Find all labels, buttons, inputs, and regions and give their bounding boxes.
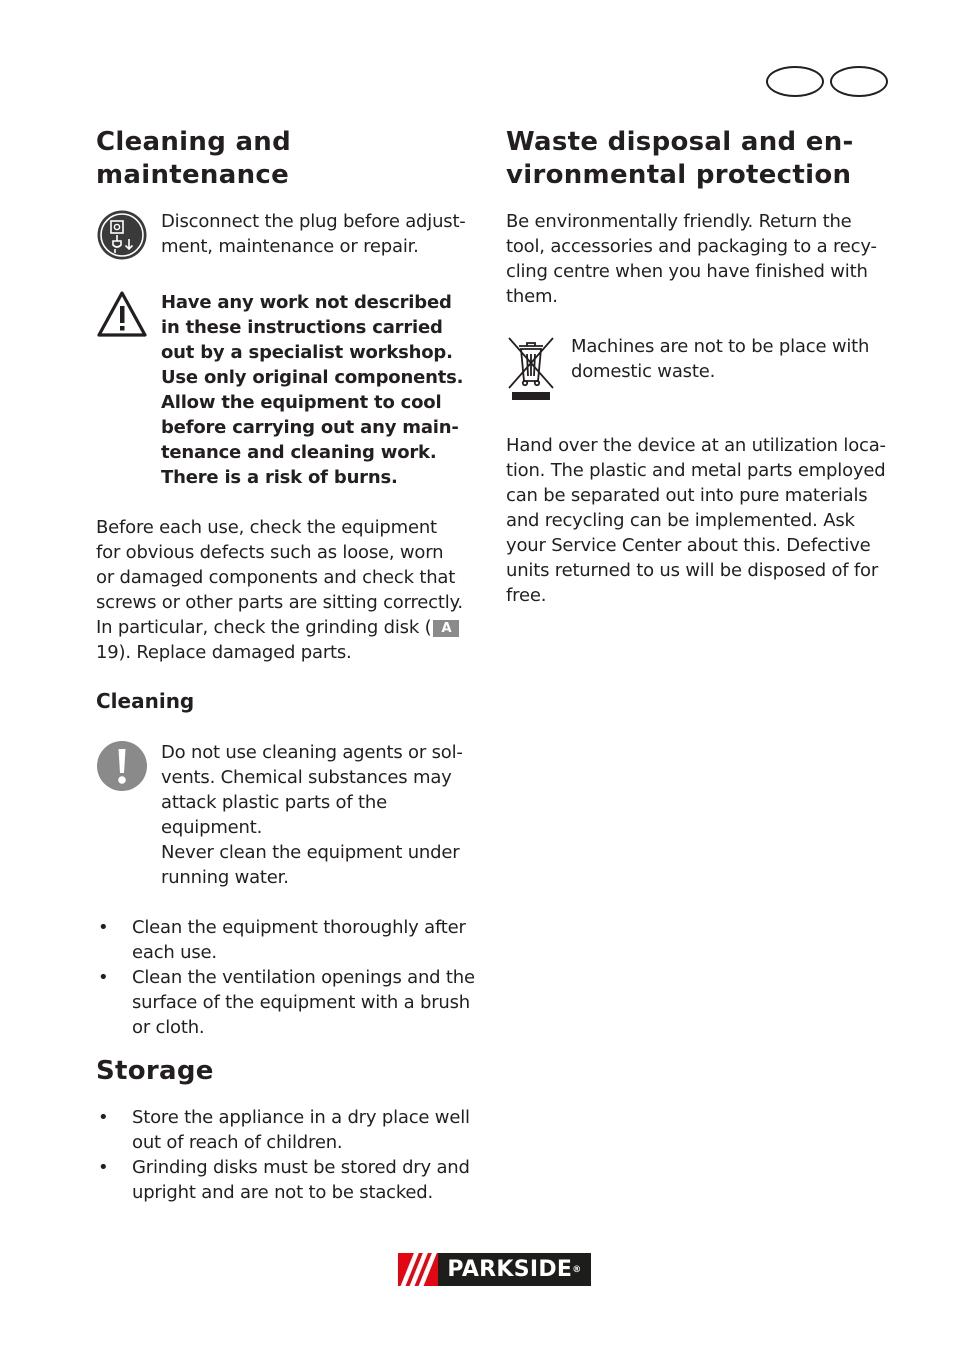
pre-use-check-paragraph: Before each use, check the equipment for obvious defects such as loose, worn or damaged components and check that screws or other parts are sitting correctly. In particular, check the grinding disk ( A 19). Replace damaged parts. [96, 517, 463, 663]
logo-brand-name: PARKSIDE [447, 1257, 573, 1282]
figure-reference-badge: A [433, 620, 459, 637]
handover-paragraph: Hand over the device at an utilization loca- tion. The plastic and metal parts employed can be separated out into pure materials and recycling can be implemented. Ask your Service Center about this. Defective units returned to us will be disposed of for free. [506, 435, 886, 606]
warning-triangle-icon [96, 290, 161, 342]
exclamation-icon [96, 740, 161, 796]
language-badge-left [766, 66, 824, 97]
logo-registered-mark: ® [572, 1264, 582, 1275]
cleaning-maintenance-heading: Cleaning and maintenance [96, 127, 292, 190]
warning-notice: Have any work not described in these instructions carried out by a specialist workshop. Use only original components. Allow the equipment to cool before carrying out any main- tenance and cleaning work. There is a risk of burns. [96, 290, 484, 490]
storage-bullet-list [96, 1105, 484, 1205]
list-item: • Grinding disks must be stored dry and upright and are not to be stacked. [96, 1155, 484, 1205]
caution-notice: Do not use cleaning agents or sol- vents. Chemical substances may attack plastic parts of the equipment. Never clean the equipment under running water. [96, 740, 484, 890]
storage-heading: Storage [96, 1056, 214, 1086]
crossed-bin-icon [506, 334, 571, 408]
environment-intro-paragraph: Be environmentally friendly. Return the tool, accessories and packaging to a recy- cling centre when you have finished with them. [506, 211, 877, 307]
unplug-icon [96, 209, 161, 265]
left-column [96, 126, 484, 1205]
cleaning-heading: Cleaning [96, 689, 195, 713]
parkside-logo [398, 1253, 591, 1286]
right-column [506, 126, 894, 608]
language-badge-right [830, 66, 888, 97]
list-item: • Store the appliance in a dry place well out of reach of children. [96, 1105, 484, 1155]
list-item: • Clean the equipment thoroughly after each use. [96, 915, 484, 965]
domestic-waste-notice: Machines are not to be place with domestic waste. [506, 334, 894, 408]
logo-stripes-icon [398, 1253, 438, 1286]
unplug-notice: Disconnect the plug before adjust- ment, maintenance or repair. [96, 209, 484, 265]
cleaning-bullet-list [96, 915, 484, 1040]
list-item: • Clean the ventilation openings and the surface of the equipment with a brush or cloth. [96, 965, 484, 1040]
waste-disposal-heading: Waste disposal and en- vironmental protection [506, 127, 854, 190]
